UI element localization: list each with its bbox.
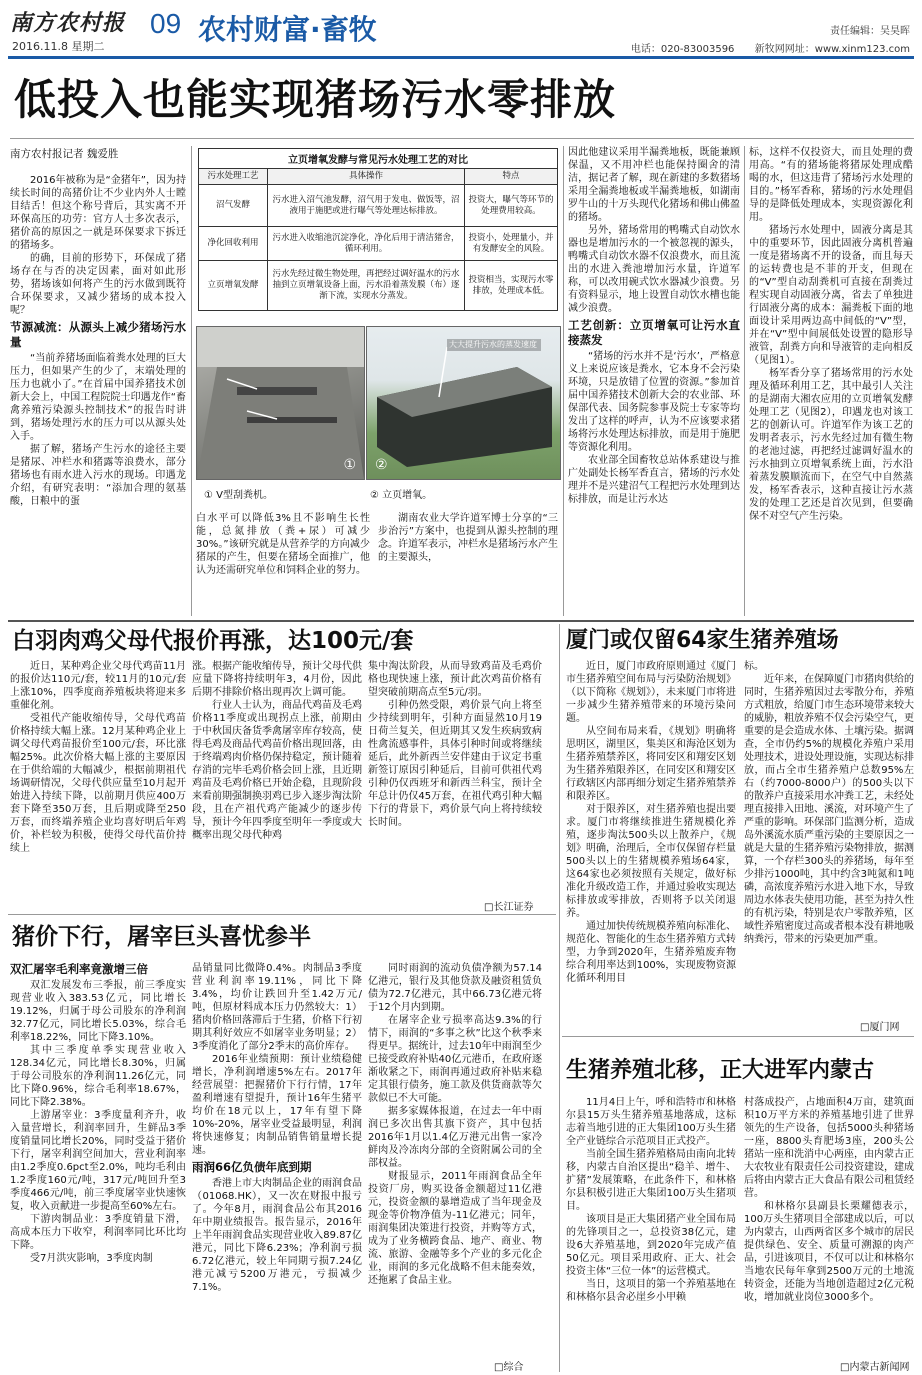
paragraph: 品销量同比微降0.4%。肉制品3季度营业利润率19.11%，同比下降3.4%，均价让跌回升至1.42万元/吨，但原材料成本压力仍然较大：1）猪肉价格回落滞后于生猪，价格下行初期其利好效应不如屠宰业务明显；2）3季度消化了部分2季末的高价库存。: [192, 963, 362, 1052]
paragraph: 通过加快传统规模养殖向标准化、规范化、智能化的生态生猪养殖方式转型，力争到2020年，生猪养殖废弃物综合利用率达到100%，实现废物资源化循环利用目: [566, 921, 736, 984]
paragraph: 据多家媒体报道，在过去一年中雨润已多次出售其旗下资产，其中包括2016年1月以1.4亿万港元出售一家冷鲜肉及冷冻肉分部的全资附属公司的全部权益。: [368, 1106, 542, 1169]
broiler-col-2: [192, 660, 362, 910]
table-cell: 投资相当，实现污水零排放，处理成本低。: [465, 261, 558, 311]
paragraph: 从空间布局来看，《规划》明确将思明区，湖里区，集美区和海沧区划为生猪养殖禁养区，将同安区和翔安区划为生猪养殖限养区，在同安区和翔安区行政辖区内部再细分划定生猪养殖禁养和限养区。: [566, 726, 736, 802]
pigprice-source: □综合: [494, 1362, 524, 1373]
table-cell: 投资小，处理量小，并有发酵安全的风险。: [465, 227, 558, 261]
table-cell: 污水进入收缩池沉淀净化，净化后用于清洁猪舍，循环利用。: [268, 227, 465, 261]
photo-1-caption: ① V型刮粪机。: [204, 490, 273, 501]
photo-v-scraper: [196, 326, 365, 480]
main-col-3: [378, 512, 558, 614]
paragraph: 近日，厦门市政府原则通过《厦门市生猪养殖空间布局与污染防治规划》（以下简称《规划》），未来厦门市将进一步减少生猪养殖带来的环境污染问题。: [566, 661, 736, 724]
paragraph: 白水平可以降低3%且不影响生长性能，总氮排放（粪+尿）可减少30%。”该研究就是从营养学的方向减少猪尿的产生，但要在猪场全面推广，他认为还需研究单位和饲料企业的努力。: [196, 513, 370, 576]
page-number: 09: [150, 8, 182, 39]
section-title: [198, 8, 377, 48]
main-byline: 南方农村报记者 魏爱胜: [10, 148, 119, 160]
paragraph: 2016年被称为是“金猪年”，因为持续长时间的高猪价让不少业内外人士瞠目结舌！但这个称号背后，其实离不开环保高压的功劳：官方人士多次表示，猪价高的原因之一就是环保要求下拆迁的猪场多。: [10, 175, 186, 251]
contact-site: 新牧网网址：www.xinm123.com: [754, 44, 910, 55]
paragraph: 村落成投产，占地面积4万亩，建筑面积10万平方米的养殖基地引进了世界领先的生产设备，包括5000头种猪场一座，8800头育肥场3座，200头公猪站一座和洗消中心两座，由内蒙古正大农牧业有限责任公司投资建设，建成后将由内蒙古正大食品有限公司租赁经营。: [744, 1097, 914, 1199]
photo-2-caption: ② 立页增氧。: [370, 490, 433, 501]
pigprice-col-1: [10, 962, 186, 1372]
table-row: [199, 185, 558, 227]
section-rule: [8, 620, 914, 622]
subheading-source-reduction: 节源减流：从源头上减少猪场污水量: [10, 320, 186, 349]
paragraph: 财报显示，2011年雨润食品全年投资厂房，购买设备金额超过11亿港元，投资金额的暴增造成了当年现金及现金等价物净值为-11亿港元；同年，雨润集团决策进行投资，并购等方式，成为了业务横跨食品、地产、商业、物流、旅游、金融等多个产业的多元化企业，雨润的多元化战略不但未能奏效，还拖累了食品主业。: [368, 1171, 542, 1286]
table-cell: 投资大，曝气等环节的处理费用较高。: [465, 185, 558, 227]
broiler-col-1: [10, 660, 186, 910]
paragraph: 农业部全国畜牧总站体系建设与推广处副处长杨军香直言，猪场的污水处理并不是兴建沼气工程把污水处理到达标排放，而是让污水达: [568, 455, 740, 505]
paragraph: 近日，某种鸡企业父母代鸡苗11月的报价达110元/套，较11月的10元/套上涨10%，四季度商养殖板块将迎来多重催化剂。: [10, 661, 186, 711]
main-col-2: [196, 512, 370, 614]
paragraph: 标。: [744, 661, 764, 672]
col-divider: [563, 146, 564, 616]
paragraph: 杨军香分享了猪场常用的污水处理及循环利用工艺，其中最引人关注的是湖南大湘农应用的立页增氧发酵处理工艺（见图2），印遇龙也对该工艺的创新认可。许道军作为该工艺的发明者表示，污水先经过加有微生物的老池过滤，再把经过滤调好温水的污水抽到立页增氧系统上面，污水沿着蒸发膜顺流而下，在空气中自然蒸发，杨军香表示，这种直接让污水蒸发的处理工艺还是首次见到，但要确保不对空气产生污染。: [749, 368, 913, 522]
col-divider: [191, 146, 192, 616]
table-header-cell: 污水处理工艺: [199, 169, 268, 185]
north-source: □内蒙古新闻网: [840, 1362, 910, 1373]
paragraph: 湖南农业大学许道军博士分享的“三步治污”方案中，也提到从源头控制的理念。许道军表示，冲栏水是猪场污水产生的主要源头，: [378, 513, 558, 563]
paragraph: 受祖代产能收缩传导，父母代鸡苗价格持续大幅上涨。12月某种鸡企业上调父母代鸡苗报价至100元/套，环比涨幅25%。此次价格大幅上涨的主要原因在于供给端的大幅减少，根据前期祖代场调研情况，父母代供应量至10月起开始进入持续下降，以前期月供应400万套下降至350万套，且后期或降至250万套，而终端养殖企业均喜好明后年鸡价，补栏较为积极，使得父母代苗价持续上: [10, 713, 186, 854]
xiamen-source: □厦门网: [860, 1022, 900, 1033]
table-cell: 沼气发酵: [199, 185, 268, 227]
col-divider: [744, 146, 745, 616]
contact-phone: 电话：020-83003596: [630, 44, 735, 55]
table-header-row: [199, 169, 558, 185]
table-cell: 净化回收利用: [199, 227, 268, 261]
broiler-headline: 白羽肉鸡父母代报价再涨，达100元/套: [12, 628, 414, 654]
photo-2-annotation: 大大提升污水的蒸发速度: [447, 339, 541, 351]
paragraph: 在屠宰企业亏损率高达9.3%的行情下，雨润的“多事之秋”比这个秋季来得更早。据统计，过去10年中雨润至少已接受政府补贴40亿元港币，在政府逐渐收紧之下，雨润再通过政府补贴来稳定其银行债务，施工款及供货商款等欠款似已不大可能。: [368, 1015, 542, 1104]
section-divider: [559, 624, 560, 1372]
paragraph: 涨。根据产能收缩传导，预计父母代供应量下降将持续明年3，4月份，因此后期不排除价格出现再次上调可能。: [192, 661, 362, 698]
pigprice-col-2: [192, 962, 362, 1372]
main-col-5: [749, 146, 913, 614]
table-cell: 立页增氧发酵: [199, 261, 268, 311]
subheading-process-innovation: 工艺创新：立页增氧可让污水直接蒸发: [568, 318, 740, 347]
main-headline-rule: [10, 138, 914, 139]
north-headline: 生猪养殖北移，正大进军内蒙古: [566, 1058, 875, 1083]
paragraph: 2016年业绩预期：预计业绩稳健增长，净利润增速5%左右。2017年经营展望：把握猪价下行行情，17年盈利增速有望提升，预计16年生猪平均价在18元以上，17年有望下降10%-20%，屠宰业受益最明显，利润将快速修复；肉制品销售销量增长提速。: [192, 1054, 362, 1156]
table-row: [199, 227, 558, 261]
paragraph: 上游屠宰业：3季度量利齐升，收入量营增长，利润率回升，生鲜品3季度销量同比增长20%，同时受益于猪价下行，屠宰利润空间加大，营业利润率由1.2季度0.6pct至2.0%，吨均毛利由1.2季度160元/吨，317元/吨回升至3季度466元/吨，前三季度屠宰业快速恢复，收入贡献进一步提高至60%左右。: [10, 1110, 186, 1212]
paragraph: 对于限养区，对生猪养殖也提出要求。厦门市将继续推进生猪规模化养殖，逐步淘汰500头以上散养户，《规划》明确，治理后，全市仅保留存栏量500头以上的生猪规模养殖场64家，这64家也必须按照有关规定，做好标准化升级改造工作，并通过验收实现达标排放或零排放，否则将予以关闭退养。: [566, 804, 736, 919]
north-col-1: [566, 1096, 736, 1372]
subheading-yurun: 雨润66亿负债年底到期: [192, 1160, 312, 1174]
masthead-rule: [8, 56, 914, 59]
table-row: [199, 261, 558, 311]
photo-1-marker: ①: [343, 457, 356, 473]
paragraph: 其中三季度单季实现营业收入128.34亿元，同比增长8.30%，归属于母公司股东的净利润11.26亿元，同比下降0.96%，综合毛利率18.67%，同比下降2.38%。: [10, 1045, 186, 1108]
paragraph: 猪场污水处理中，固液分离是其中的重要环节，因此固液分离机普遍一度是猪场离不开的设备，而且每天的运转费也是不菲的开支，但现在的“V”型自动刮粪机可直接在刮粪过程实现自动固液分离，省去了单独进行固液分离的成本：漏粪板下面的地面设计采用两边高中间低的“V”型，并在“V”型中间展低处设置的隐形导液管，刮粪方向和导液管的走向相反（见图1）。: [749, 225, 913, 366]
comparison-table-box: [198, 148, 558, 320]
section-rule: [562, 1036, 914, 1037]
editor-credit: 责任编辑：吴昊晖: [830, 26, 910, 37]
paragraph: 因此他建议采用半漏粪地板，既能兼顾保温，又不用冲栏也能保持圈舍的清洁，据记者了解，现在新建的多数猪场采用全漏粪地板或半漏粪地板，如湖南罗牛山的十万头现代化猪场和佛山佛盈的猪场。: [568, 147, 740, 223]
paragraph: 据了解，猪场产生污水的途径主要是猪尿、冲栏水和猪露等浪费水，部分猪场也有雨水进入污水的现场。印遇龙介绍，有研究表明：“添加合理的氨基酸，日粮中的蛋: [10, 444, 186, 507]
paragraph: 同时雨润的流动负债净额为57.14亿港元，银行及其他贷款及融资租赁负债为72.7亿港元，其中66.73亿港元将于12个月内到期。: [368, 963, 542, 1013]
photo-2-marker: ②: [375, 457, 388, 473]
table-title: 立页增氧发酵与常见污水处理工艺的对比: [198, 148, 558, 168]
table-cell: 污水先经过微生物处理，再把经过调好温水的污水抽到立页增氧设备上面，污水沿着蒸发膜（布）逐渐下流，实现水分蒸发。: [268, 261, 465, 311]
paragraph: 引种仍然受限，鸡价景气向上将至少持续到明年，引种方面显然10月19日荷兰复关，但近期其又发生疾病致病性禽流感事件，具体引种时间或将继续延后，此外新西兰安伴建由于议定书重新签订原因引种延后，目前可供祖代鸡引种仍仅西班牙和新西兰科宝，预计全年总计仍仅45万套，在祖代鸡引种大幅下行的背景下，鸡价景气向上将持续较长时间。: [368, 700, 542, 828]
paragraph: 当日，这项目的第一个养殖基地在和林格尔县舍必崖乡小甲赖: [566, 1279, 736, 1303]
xiamen-col-1: [566, 660, 736, 1030]
section-rule: [8, 914, 556, 915]
paragraph: 标，这样不仅投资大，而且处理的费用高。“有的猪场能将猪尿处理成酷喝的水，但这违背了猪场污水处理的目的。”杨军香称，猪场的污水处理倡导的是降低处理成本，实现资源化利用。: [749, 147, 913, 223]
issue-date: 2016.11.8 星期二: [12, 40, 105, 53]
section-name: 农村财富: [198, 13, 311, 46]
paragraph: 当前全国生猪养殖格局由南向北转移，内蒙古自治区提出“稳羊、增牛、扩猪”发展策略，在此条件下，和林格尔县积极引进正大集团100万头生猪项目。: [566, 1149, 736, 1212]
paragraph: 下游肉制品业：3季度销量下滑，高成本压力下收窄，利润率同比环比均下降。: [10, 1214, 186, 1251]
table-header-cell: 特点: [465, 169, 558, 185]
broiler-col-3: [368, 660, 542, 896]
paragraph: 11月4日上午，呼和浩特市和林格尔县15万头生猪养殖基地落成，这标志着当地引进的正大集团100万头生猪全产业链综合示范项目正式投产。: [566, 1097, 736, 1147]
paragraph: “当前养猪场面临着粪水处理的巨大压力，但如果产生的少了，末端处理的压力也就小了。”在首届中国养猪技术创新大会上，中国工程院院士印遇龙作“畜禽养殖污染源头控制技术”的报告时讲到，猪场处理污水的压力可以从源头处入手。: [10, 353, 186, 442]
main-headline: 低投入也能实现猪场污水零排放: [14, 75, 617, 124]
main-col-1: [10, 174, 186, 614]
main-col-4: [568, 146, 740, 614]
paragraph: 双汇发展发布三季报，前三季度实现营业收入383.53亿元，同比增长19.12%，归属于母公司股东的净利润32.77亿元，同比增长5.03%，综合毛利率18.22%，同比下降3.10%。: [10, 980, 186, 1043]
contact-line: [631, 40, 910, 55]
comparison-table: [198, 168, 558, 311]
table-header-cell: 具体操作: [268, 169, 465, 185]
paragraph: 的确，目前的形势下，环保成了猪场存在与否的决定因素，面对如此形势，猪场该如何将产生的污水做到既符合环保要求，又减少猪场的成本投入呢？: [10, 253, 186, 316]
paper-logo: 南方农村报: [10, 10, 126, 36]
paragraph: 香港上市大肉制品企业的雨润食品（01068.HK），又一次在财报中报亏了。今年8月，雨润食品公布其2016年中期业绩报告。报告显示，2016年上半年雨润食品实现营业收入89.87亿港元，同比下降6.23%；净利润亏损6.72亿港元，较上年同期亏损7.24亿港元减亏5200万港元，亏损减少7.1%。: [192, 1178, 362, 1293]
paragraph: 和林格尔县副县长栗耀德表示，100万头生猪项目全部建成以后，可以为内蒙古，山西两省区多个城市的居民提供绿色、安全、质量可溯源的肉产品，引进该项目，不仅可以让和林格尔当地农民每年拿到2500万元的土地流转资金，还能为当地创造超过2亿元税收，增加就业岗位3000多个。: [744, 1201, 914, 1303]
xiamen-col-2: [744, 660, 914, 1016]
table-cell: 污水进入沼气池发酵，沼气用于发电、做饭等，沼液用于施肥或进行曝气等处理达标排放。: [268, 185, 465, 227]
pigprice-headline: 猪价下行，屠宰巨头喜忧参半: [12, 924, 311, 950]
subsection-name: ·畜牧: [310, 13, 377, 46]
subheading-shuanghui: 双汇屠宰毛利率竟激增三倍: [10, 962, 148, 976]
masthead: [0, 0, 922, 60]
paragraph: 行业人士认为，商品代鸡苗及毛鸡价格11季度或出现拐点上涨，前期由于中秋国庆备货季禽屠宰库存较高，使得毛鸡及商品代鸡苗价格出现回落，由于终端鸡肉价格仍保持稳定，预计随着存消的完毕毛鸡价格会回上涨，且近期鸡苗及毛鸡价格已开始企稳，且现阶段来看前期强制换羽鸡已步入逐步淘汰阶段，且在产祖代鸡产能减少的逐步传导，预计今年四季度至明年一季度或大概率出现父母代种鸡: [192, 700, 362, 841]
broiler-source: □长江证券: [484, 902, 534, 913]
paragraph: “猪场的污水并不是‘污水’，严格意义上来说应该是粪水，它本身不会污染环境，只是放错了位置的资源。”参加首届中国养猪技术创新大会的农业部、环保部代表、国务院参事及院士专家等均发出了这样的呼声，认为不应该要求猪场将污水处理达标排放，而是用于施肥等资源化利用。: [568, 351, 740, 453]
paragraph: 近年来，在保障厦门市猪肉供给的同时，生猪养殖因过去零散分布，养殖方式粗放，给厦门市生态环境带来较大的威胁，粗放养殖不仅会污染空气，更重要的是会造成水体、土壤污染。据调查，全市仍约5%的规模化养殖户采用处理技术，进设处理设施，实现达标排放，而占全市生猪养殖户总数95%左右（约7000-8000户）的500头以下的散养户直接采用水冲粪工艺，未经处理直接排入田地、溪流，对环境产生了严重的影响。环保部门监测分析，造成岛外溪流水质严重污染的主要原因之一就是大量的生猪养殖污染物排放，据测算，一个存栏300头的养猪场，每年至少排污1000吨，其中约含3吨氮和1吨磷，高浓度养殖污水进入地下水，导致周边水体表失使用功能，甚至为持久性的有机污染，特别是农户零散养殖，区域性养殖密度过高或者根本没有耕地吸纳粪污，带来的污染更加严重。: [744, 674, 914, 945]
scraper-illustration: [197, 327, 364, 479]
pigprice-col-3: [368, 962, 542, 1360]
xiamen-headline: 厦门或仅留64家生猪养殖场: [566, 628, 839, 653]
north-col-2: [744, 1096, 914, 1356]
photo-vertical-aeration: [366, 326, 561, 480]
paragraph: 受7月洪灾影响，3季度肉制: [30, 1253, 153, 1264]
paragraph: 另外，猪场常用的鸭嘴式自动饮水器也是增加污水的一个被忽视的源头，鸭嘴式自动饮水器不仅浪费水，而且流出的水进入粪池增加污水量，许道军称，可以改用碗式饮水器减少浪费。另有资料显示，地上设置自动饮水槽也能减少浪费。: [568, 225, 740, 314]
paragraph: 集中淘汰阶段，从而导致鸡苗及毛鸡价格也现快速上涨，预计此次鸡苗价格有望突破前期高点至5元/羽。: [368, 661, 542, 698]
paragraph: 该项目是正大集团猪产业全国布局的先锋项目之一，总投资38亿元，建设6大养殖基地，到2020年完成产值50亿元。项目采用政府、正大、社会投资主体“三位一体”的运营模式。: [566, 1214, 736, 1277]
